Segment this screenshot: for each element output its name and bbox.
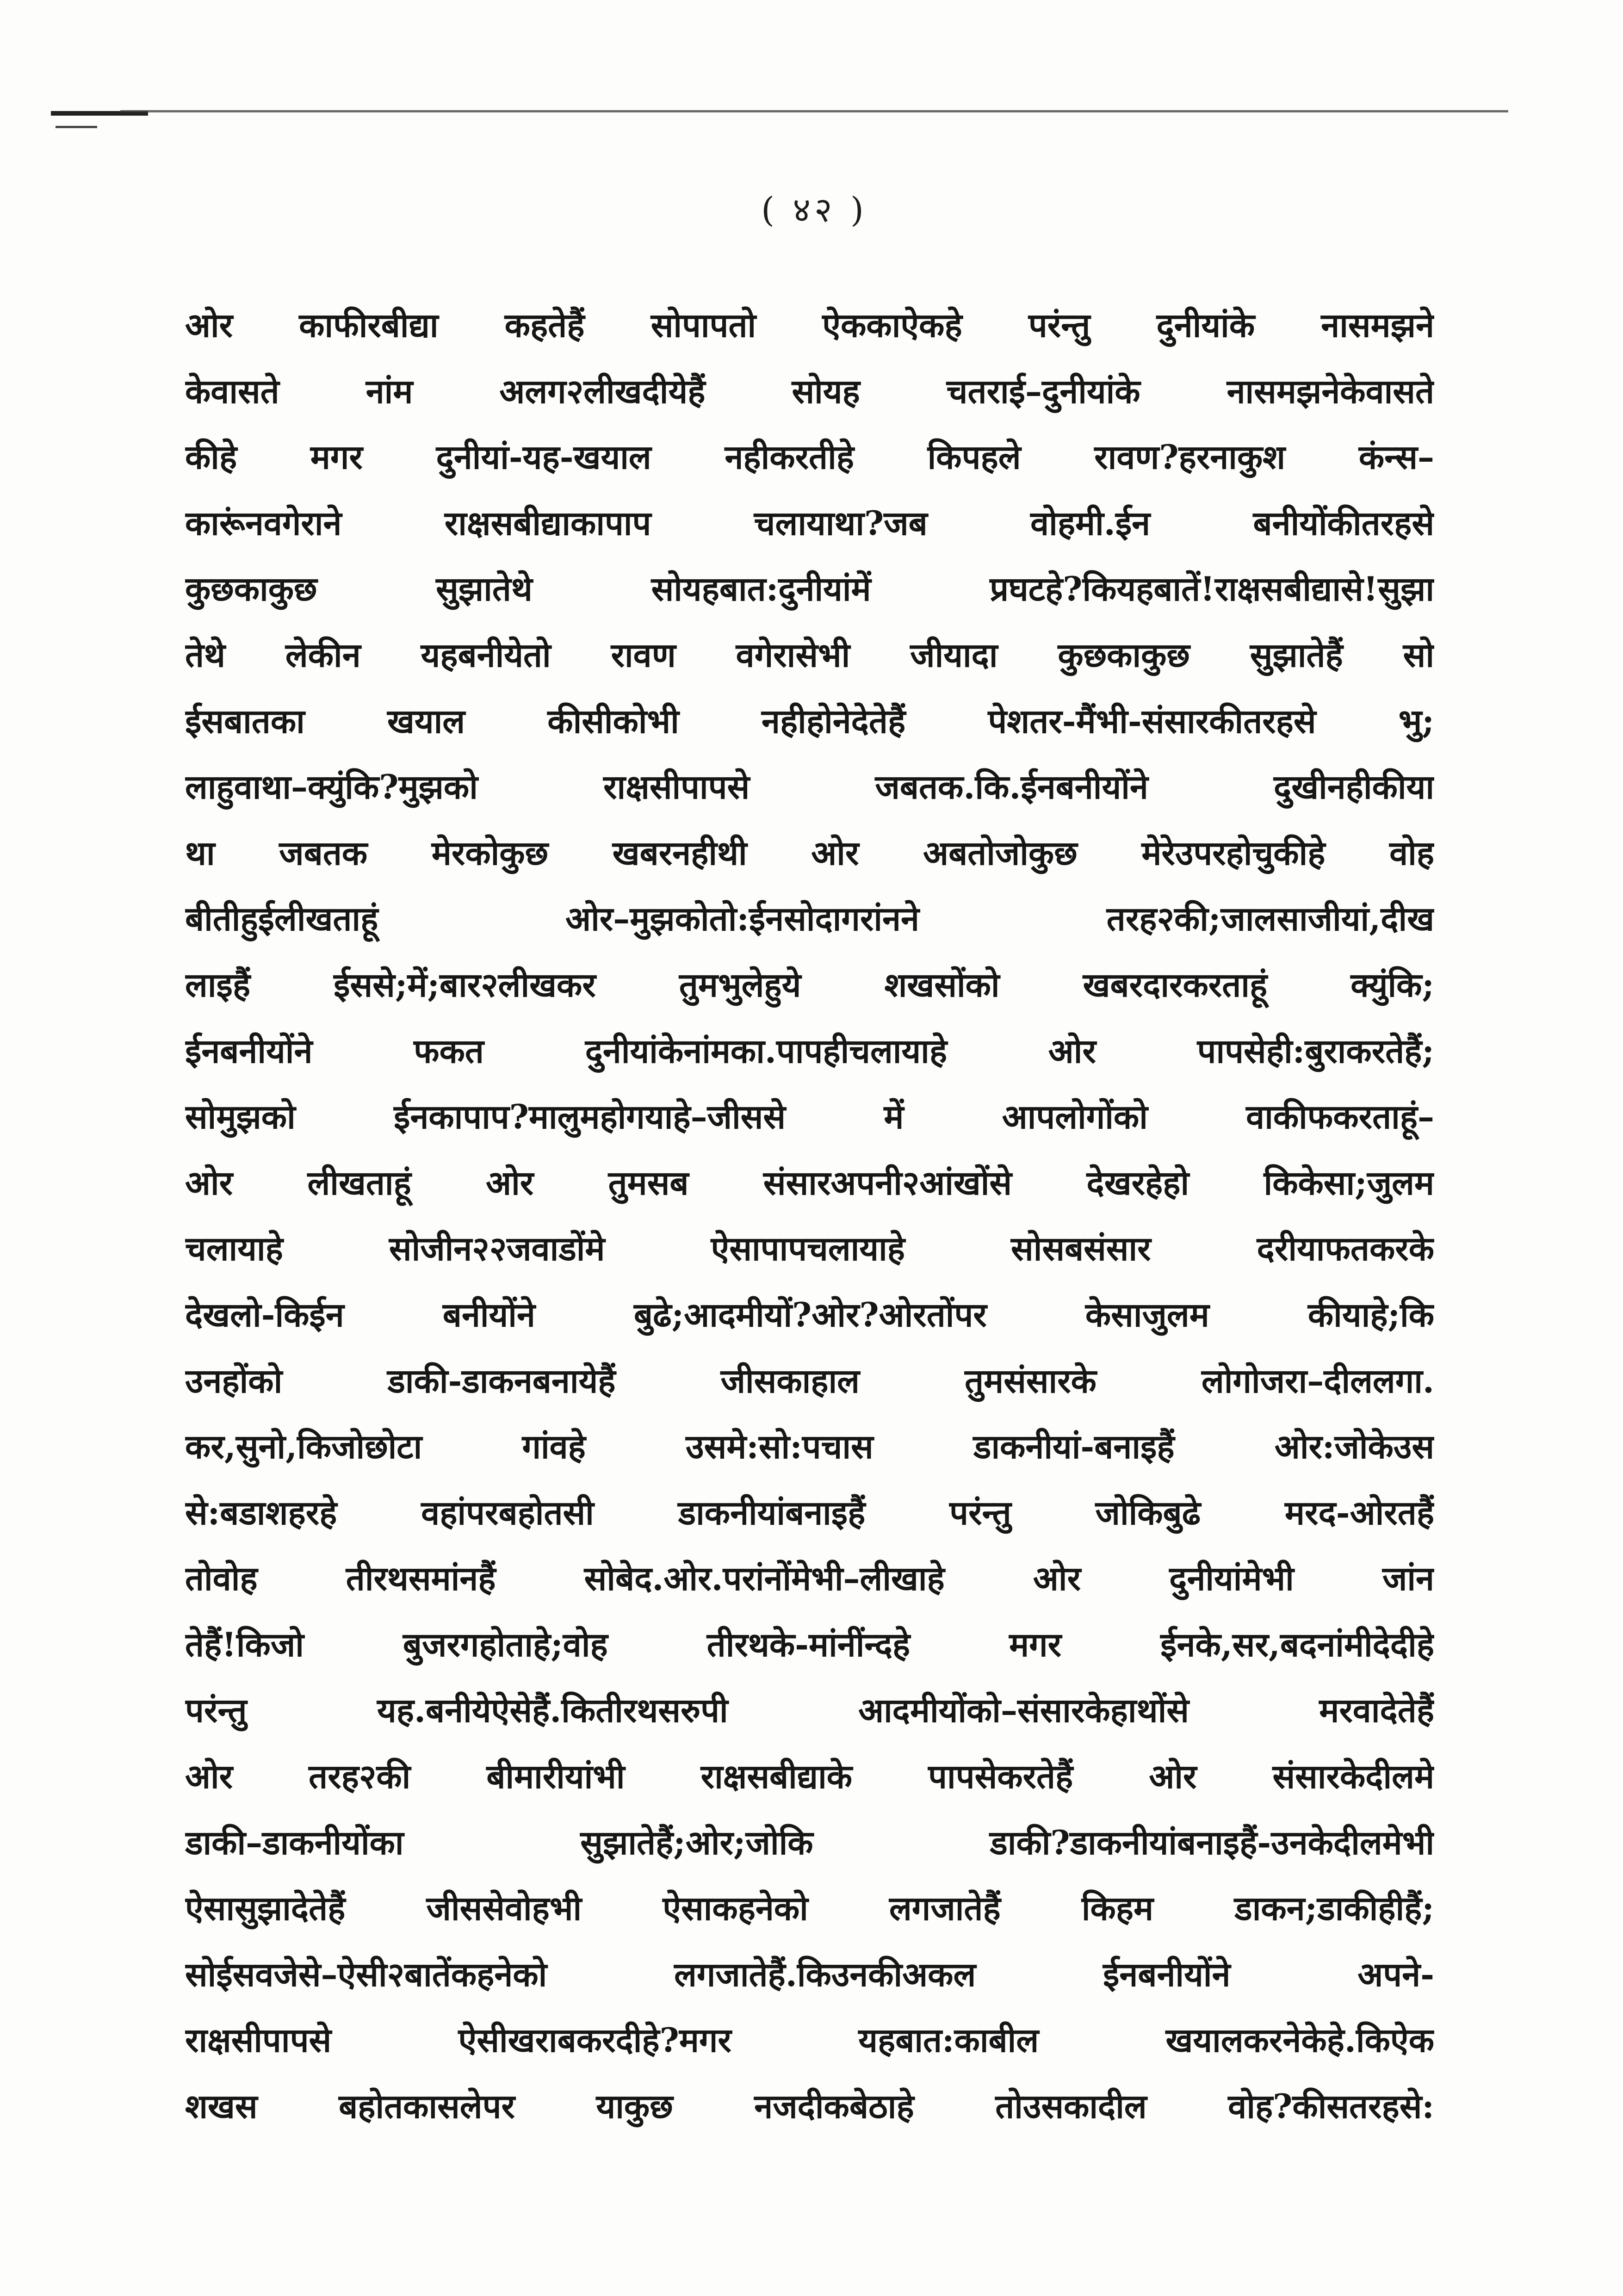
text-line: था जबतक मेरकोकुछ खबरनहीथी ओर अबतोजोकुछ मेरेउपरहोचुकीहे वोह xyxy=(185,833,1434,873)
text-line: तेथे लेकीन यहबनीयेतो रावण वगेरासेभी जीयादा कुछकाकुछ सुझातेहैं सो xyxy=(185,635,1434,675)
text-line: उनहोंको डाकी-डाकनबनायेहैं जीसकाहाल तुमसंसारके लोगोजरा–दीललगा. xyxy=(185,1361,1434,1400)
text-line: सोमुझको ईनकापाप?मालुमहोगयाहे–जीससे में आपलोगोंको वाकीफकरताहूं– xyxy=(185,1097,1434,1137)
text-line: ओर तरह२की बीमारीयांभी राक्षसबीद्याके पापसेकरतेहैं ओर संसारकेदीलमे xyxy=(185,1757,1434,1796)
text-line: परंन्तु यह.बनीयेऐसेहैं.कितीरथसरुपी आदमीयोंको–संसारकेहाथोंसे मरवादेतेहैं xyxy=(185,1690,1434,1730)
text-line: से:बडाशहरहे वहांपरबहोतसी डाकनीयांबनाइहैं परंन्तु जोकिबुढे मरद-ओरतहैं xyxy=(185,1492,1434,1532)
text-line: तेहैं!किजो बुजरगहोताहे;वोह तीरथके-मांनींन्दहे मगर ईनके,सर,बदनांमीदेदीहे xyxy=(185,1624,1434,1664)
body-text xyxy=(185,292,1434,2140)
text-line: ऐसासुझादेतेहैं जीससेवोहभी ऐसाकहनेको लगजातेहैं किहम डाकन;डाकीहीहैं; xyxy=(185,1888,1434,1928)
text-line: कुछकाकुछ सुझातेथे सोयहबात:दुनीयांमें प्रघटहे?कियहबातें!राक्षसबीद्यासे!सुझा xyxy=(185,569,1434,609)
text-line: राक्षसीपापसे ऐसीखराबकरदीहे?मगर यहबात:काबील खयालकरनेकेहे.किऐक xyxy=(185,2020,1434,2060)
page-number: ( ४२ ) xyxy=(761,190,867,230)
text-line: ओर लीखताहूं ओर तुमसब संसारअपनी२आंखोंसे देखरहेहो किकेसा;जुलम xyxy=(185,1163,1434,1202)
text-line: तोवोह तीरथसमांनहैं सोबेद.ओर.परांनोंमेभी–लीखाहे ओर दुनीयांमेभी जांन xyxy=(185,1559,1434,1598)
text-line: कर,सुनो,किजोछोटा गांवहे उसमे:सो:पचास डाकनीयां-बनाइहैं ओर:जोकेउस xyxy=(185,1427,1434,1467)
text-line: लाइहैं ईससे;में;बार२लीखकर तुमभुलेहुये शखसोंको खबरदारकरताहूं क्युंकि; xyxy=(185,965,1434,1004)
text-line: सोईसवजेसे–ऐसी२बातेंकहनेको लगजातेहैं.किउनकीअकल ईनबनीयोंने अपने- xyxy=(185,1954,1434,1994)
text-line: चलायाहे सोजीन२२जवाडोंमे ऐसापापचलायाहे सोसबसंसार दरीयाफतकरके xyxy=(185,1229,1434,1269)
text-line: केवासते नांम अलग२लीखदीयेहैं सोयह चतराई–दुनीयांके नासमझनेकेवासते xyxy=(185,371,1434,411)
text-line: डाकी–डाकनीयोंका सुझातेहैं;ओर;जोकि डाकी?डाकनीयांबनाइहैं-उनकेदीलमेभी xyxy=(185,1822,1434,1862)
text-line: कारूंनवगेराने राक्षसबीद्याकापाप चलायाथा?जब वोहमी.ईन बनीयोंकीतरहसे xyxy=(185,503,1434,543)
header-rule xyxy=(120,110,1508,112)
text-line: ईनबनीयोंने फकत दुनीयांकेनांमका.पापहीचलायाहे ओर पापसेही:बुराकरतेहैं; xyxy=(185,1031,1434,1071)
text-line: कीहे मगर दुनीयां-यह-खयाल नहीकरतीहे किपहले रावण?हरनाकुश कंन्स– xyxy=(185,437,1434,477)
header-rule-mark-small xyxy=(56,126,97,128)
text-line: ईसबातका खयाल कीसीकोभी नहीहोनेदेतेहैं पेशतर-मैंभी-संसारकीतरहसे भु; xyxy=(185,701,1434,741)
text-line: देखलो-किईन बनीयोंने बुढे;आदमीयों?ओर?ओरतोंपर केसाजुलम कीयाहे;कि xyxy=(185,1294,1434,1334)
text-line: लाहुवाथा–क्युंकि?मुझको राक्षसीपापसे जबतक.कि.ईनबनीयोंने दुखीनहीकीया xyxy=(185,767,1434,807)
text-line: ओर काफीरबीद्या कहतेहैं सोपापतो ऐककाऐकहे परंन्तु दुनीयांके नासमझने xyxy=(185,305,1434,345)
text-line: बीतीहुईलीखताहूं ओर–मुझकोतो:ईनसोदागरांनने तरह२की;जालसाजीयां,दीख xyxy=(185,899,1434,939)
text-line: शखस बहोतकासलेपर याकुछ नजदीकबेठाहे तोउसकादील वोह?कीसतरहसे: xyxy=(185,2086,1434,2126)
